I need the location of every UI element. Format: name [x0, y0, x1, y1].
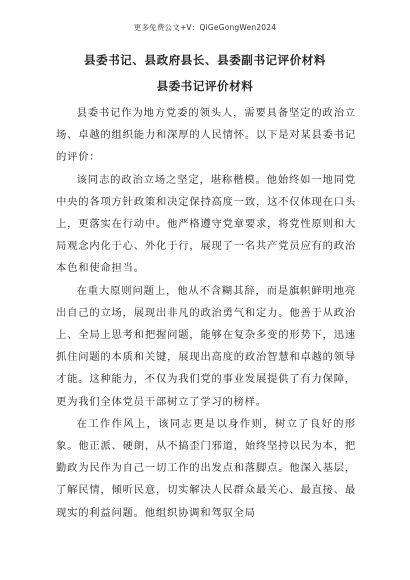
- header-note: 更多免费公文+V：QiGeGongWen2024: [133, 23, 277, 32]
- paragraph: 县委书记作为地方党委的领头人，需要具备坚定的政治立场、卓越的组织能力和深厚的人民情怀。以下是对某县委书记的评价：: [56, 107, 356, 164]
- document-body: [56, 102, 356, 524]
- document-title: 县委书记、县政府县长、县委副书记评价材料: [84, 53, 326, 67]
- paragraph: 该同志的政治立场之坚定，堪称楷模。他始终如一地同党中央的各项方针政策和决定保持高度一致，这不仅体现在口头上，更落实在行动中。他严格遵守党章要求，将党性原则和大局观念内化于心、外化于行，展现了一名共产党员应有的政治本色和使命担当。: [56, 173, 356, 275]
- document-subtitle: 县委书记评价材料: [156, 79, 254, 93]
- paragraph: 在重大原则问题上，他从不含糊其辞，而是旗帜鲜明地亮出自己的立场，展现出非凡的政治勇气和定力。他善于从政治上、全局上思考和把握问题，能够在复杂多变的形势下，迅速抓住问题的本质和关键，展现出高度的政治智慧和卓越的领导才能。这种能力，不仅为我们党的事业发展提供了有力保障，更为我们全体党员干部树立了学习的榜样。: [56, 284, 356, 408]
- paragraph: 在工作作风上，该同志更是以身作则，树立了良好的形象。他正派、硬朗，从不搞歪门邪道，始终坚持以民为本，把勤政为民作为自己一切工作的出发点和落脚点。他深入基层，了解民情，倾听民意，切实解决人民群众最关心、最直接、最现实的利益问题。他组织协调和驾驭全局: [56, 417, 356, 519]
